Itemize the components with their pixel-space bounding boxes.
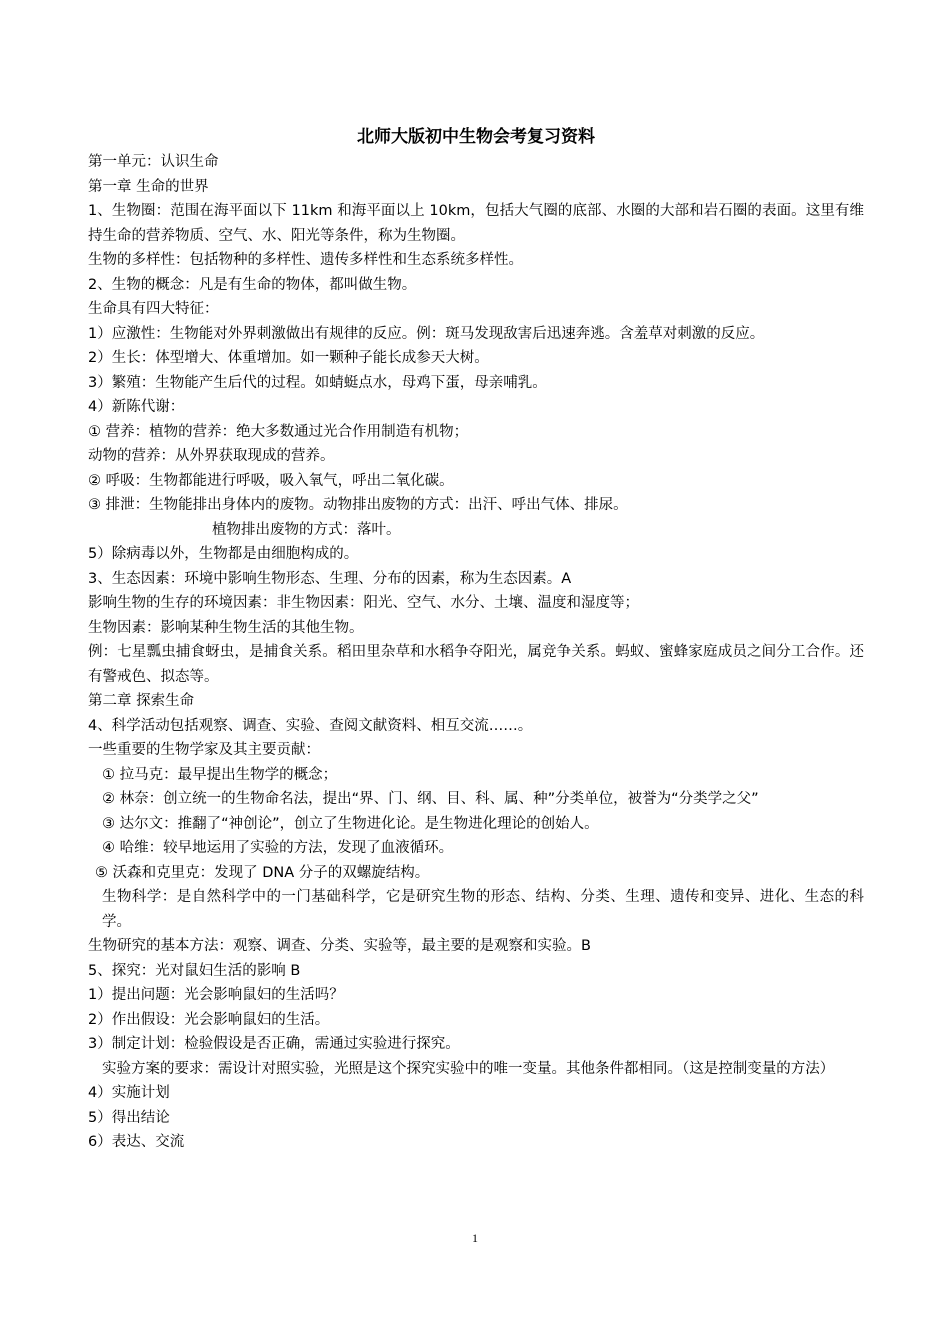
biologist-item: ④ 哈维：较早地运用了实验的方法，发现了血液循环。 [102,840,454,856]
biologist-item: ③ 达尔文：推翻了“神创论”，创立了生物进化论。是生物进化理论的创始人。 [102,815,599,832]
list-item: 2）生长：体型增大、体重增加。如一颗种子能长成参天大树。 [88,350,489,366]
biologist-item: ① 拉马克：最早提出生物学的概念； [102,766,338,783]
paragraph: 影响生物的生存的环境因素：非生物因素：阳光、空气、水分、土壤、温度和湿度等； [88,595,639,611]
unit-heading: 第一单元：认识生命 [88,154,219,170]
document-body [88,150,864,1155]
paragraph: 一些重要的生物学家及其主要贡献： [88,742,320,758]
paragraph: 生物因素：影响某种生物生活的其他生物。 [88,619,364,636]
step-item: 6）表达、交流 [88,1134,185,1150]
chapter-heading: 第一章 生命的世界 [88,178,209,195]
step-item: 4）实施计划 [88,1085,170,1101]
step-item: 1）提出问题：光会影响鼠妇的生活吗？ [88,987,344,1003]
paragraph: 动物的营养：从外界获取现成的营养。 [88,448,335,464]
paragraph: 生物研究的基本方法：观察、调查、分类、实验等，最主要的是观察和实验。B [88,938,591,954]
list-item: 4）新陈代谢： [88,399,185,415]
paragraph: 2、生物的概念：凡是有生命的物体，都叫做生物。 [88,276,417,293]
sub-item: ② 呼吸：生物都能进行呼吸，吸入氧气，呼出二氧化碳。 [88,472,454,489]
list-item: 1）应激性：生物能对外界刺激做出有规律的反应。例：斑马发现敌害后迅速奔逃。含羞草对刺激的反应。 [88,325,765,342]
paragraph: 生命具有四大特征： [88,301,219,317]
paragraph: 生物科学：是自然科学中的一门基础科学，它是研究生物的形态、结构、分类、生理、遗传和变异、进化、生态的科学。 [102,889,864,930]
paragraph: 生物的多样性：包括物种的多样性、遗传多样性和生态系统多样性。 [88,252,523,268]
sub-item: ③ 排泄：生物能排出身体内的废物。动物排出废物的方式：出汗、呼出气体、排尿。 [88,497,628,513]
step-item: 5）得出结论 [88,1109,170,1126]
step-item: 2）作出假设：光会影响鼠妇的生活。 [88,1011,330,1028]
paragraph: 1、生物圈：范围在海平面以下 11km 和海平面以上 10km，包括大气圈的底部、水圈的大部和岩石圈的表面。这里有维持生命的营养物质、空气、水、阳光等条件，称为生物圈。 [88,203,864,244]
paragraph: 例：七星瓢虫捕食蚜虫，是捕食关系。稻田里杂草和水稻争夺阳光，属竞争关系。蚂蚁、蜜蜂家庭成员之间分工合作。还有警戒色、拟态等。 [88,644,864,685]
step-item: 3）制定计划：检验假设是否正确，需通过实验进行探究。 [88,1036,460,1052]
paragraph: 4、科学活动包括观察、调查、实验、查阅文献资料、相互交流……。 [88,717,533,734]
list-item: 5）除病毒以外，生物都是由细胞构成的。 [88,546,359,562]
sub-item: ① 营养：植物的营养：绝大多数通过光合作用制造有机物； [88,423,469,440]
document-title: 北师大版初中生物会考复习资料 [357,127,595,147]
page-number: 1 [472,1231,478,1245]
indented-line: 植物排出废物的方式：落叶。 [212,521,401,538]
chapter-heading: 第二章 探索生命 [88,693,195,709]
paragraph: 实验方案的要求：需设计对照实验，光照是这个探究实验中的唯一变量。其他条件都相同。（这是控制变量的方法） [102,1060,835,1077]
paragraph: 5、探究：光对鼠妇生活的影响 B [88,962,301,979]
list-item: 3）繁殖：生物能产生后代的过程。如蜻蜓点水，母鸡下蛋，母亲哺乳。 [88,374,547,391]
paragraph: 3、生态因素：环境中影响生物形态、生理、分布的因素，称为生态因素。A [88,570,572,587]
biologist-item: ② 林奈：创立统一的生物命名法，提出“界、门、纲、目、科、属、种”分类单位，被誉为“分类学之父” [102,791,759,807]
biologist-item: ⑤ 沃森和克里克：发现了 DNA 分子的双螺旋结构。 [95,864,430,881]
